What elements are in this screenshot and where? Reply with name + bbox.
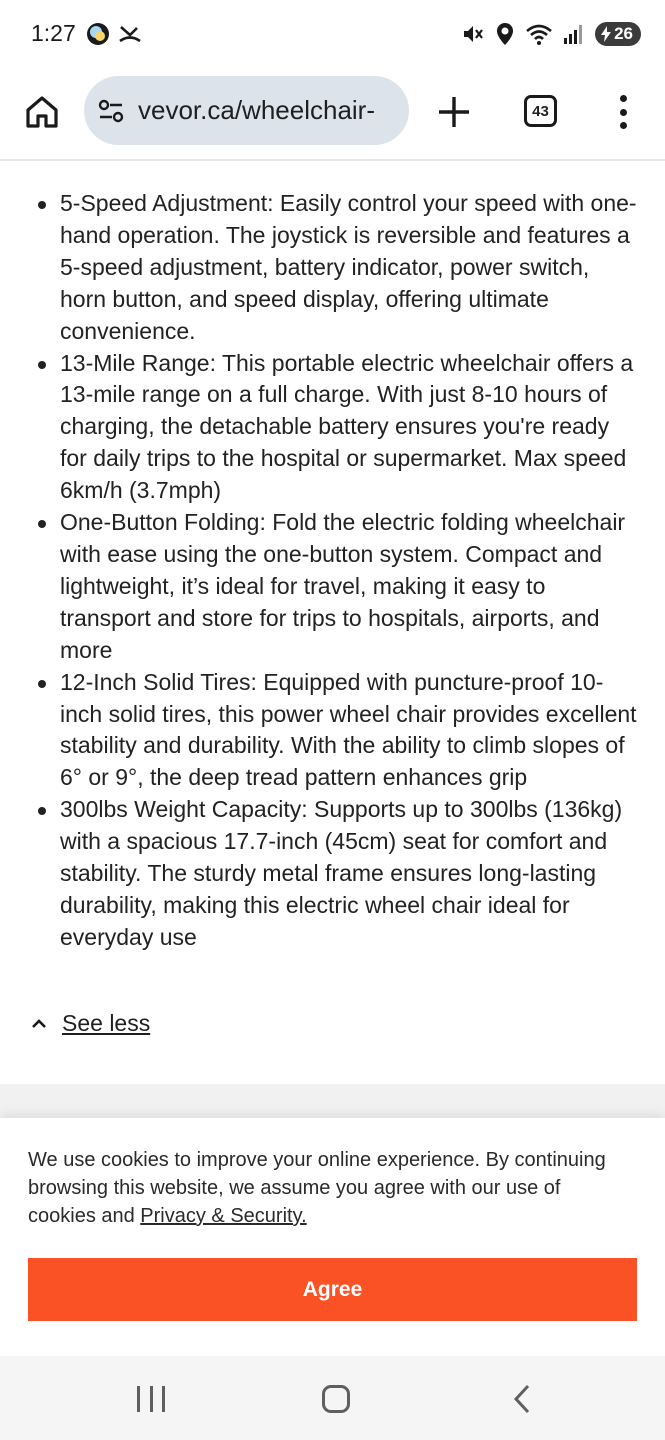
- location-icon: [495, 22, 515, 46]
- status-left-icons: [86, 22, 142, 46]
- tab-switcher-icon[interactable]: [524, 95, 557, 127]
- system-nav-bar: [0, 1356, 665, 1440]
- cookie-text: We use cookies to improve your online experience. By continuing browsing this website, we assume you agree with our use of cookies and: [28, 1149, 606, 1227]
- see-less-label[interactable]: See less: [62, 1010, 151, 1036]
- feature-item: 12-Inch Solid Tires: Equipped with puncture-proof 10-inch solid tires, this power wheel chair provides excellent stability and durability. With the ability to climb slopes of 6° or 9°, the deep tread pattern enhances grip: [60, 667, 641, 795]
- more-menu-icon[interactable]: [610, 92, 636, 132]
- feature-item: 5-Speed Adjustment: Easily control your speed with one-hand operation. The joystick is reversible and features a 5-speed adjustment, battery indicator, power switch, horn button, and speed display, offering ultimate convenience.: [60, 188, 641, 348]
- app-notification-icon: [86, 22, 110, 46]
- chevron-up-icon: [30, 1015, 48, 1033]
- feature-list: [0, 188, 665, 954]
- see-less-button[interactable]: [30, 1010, 150, 1037]
- home-icon[interactable]: [22, 92, 62, 132]
- battery-charging-icon: [601, 26, 611, 42]
- status-time: 1:27: [31, 20, 76, 46]
- mute-vibrate-icon: [461, 22, 485, 46]
- battery-level: 26: [614, 24, 633, 43]
- recent-apps-icon[interactable]: [137, 1386, 165, 1412]
- cookie-message: [28, 1146, 628, 1230]
- new-tab-icon[interactable]: [434, 92, 474, 132]
- url-bar[interactable]: [84, 76, 409, 145]
- privacy-security-link[interactable]: Privacy & Security.: [140, 1205, 307, 1227]
- feature-item: 300lbs Weight Capacity: Supports up to 300lbs (136kg) with a spacious 17.7-inch (45cm) seat for comfort and stability. The sturdy metal frame ensures long-lasting durability, making this electric wheel chair ideal for everyday use: [60, 794, 641, 954]
- feature-item: 13-Mile Range: This portable electric wheelchair offers a 13-mile range on a full charge. With just 8-10 hours of charging, the detachable battery ensures you're ready for daily trips to the hospital or supermarket. Max speed 6km/h (3.7mph): [60, 348, 641, 508]
- status-bar: [0, 0, 665, 68]
- toolbar-divider: [0, 159, 665, 161]
- missed-call-icon: [118, 22, 142, 46]
- section-divider: [0, 1084, 665, 1118]
- cookie-banner: [0, 1118, 665, 1356]
- signal-icon: [563, 22, 585, 46]
- feature-item: One-Button Folding: Fold the electric folding wheelchair with ease using the one-button system. Compact and lightweight, it’s ideal for travel, making it easy to transport and store for trips to hospitals, airports, and more: [60, 507, 641, 667]
- battery-indicator: [595, 22, 641, 46]
- product-description: [0, 188, 665, 954]
- site-settings-icon[interactable]: [96, 96, 126, 126]
- back-icon[interactable]: [509, 1383, 535, 1415]
- browser-toolbar: [0, 70, 665, 160]
- home-nav-icon[interactable]: [322, 1385, 350, 1413]
- status-right-icons: [461, 22, 641, 46]
- url-text[interactable]: vevor.ca/wheelchair-: [138, 95, 375, 125]
- agree-button[interactable]: Agree: [28, 1258, 637, 1321]
- wifi-icon: [525, 22, 553, 46]
- tab-count: 43: [532, 102, 549, 120]
